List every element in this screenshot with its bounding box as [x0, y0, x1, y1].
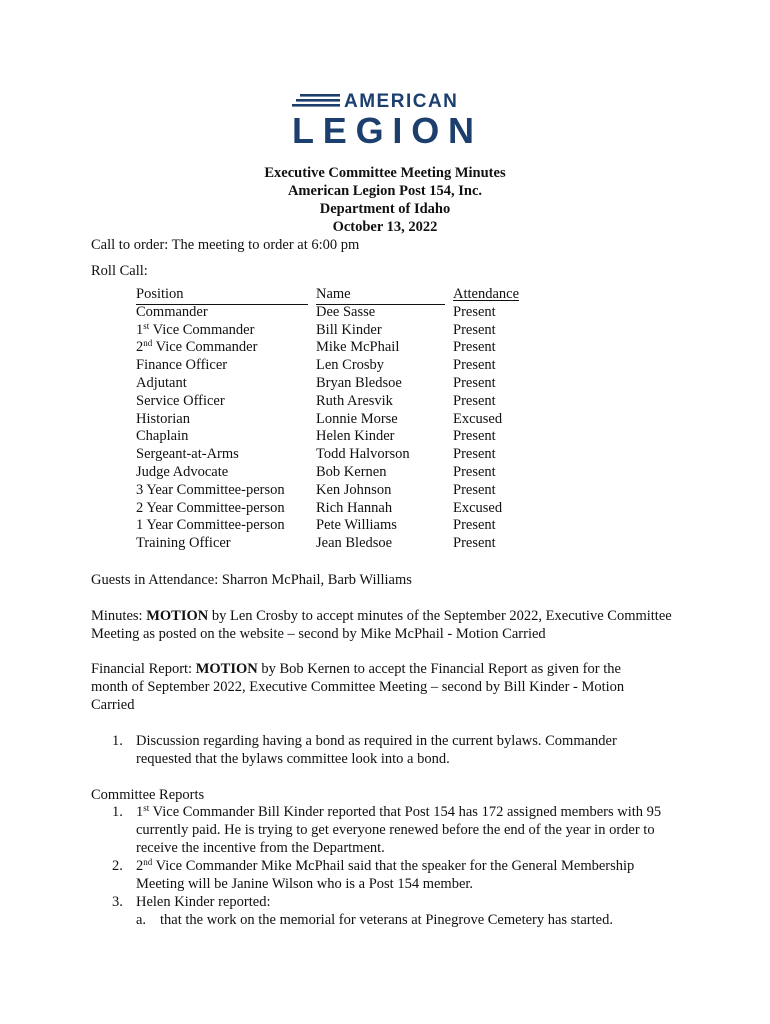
committee-item-2-text: Vice Commander Mike McPhail said that the speaker for the General Membership Meeting will be Janine Wilson who is a Post 154 member. [136, 858, 635, 892]
roll-name: Bill Kinder [316, 321, 382, 338]
document-title: Executive Committee Meeting Minutes [264, 165, 506, 181]
roll-call-row [136, 411, 533, 429]
roll-position [136, 322, 316, 340]
roll-name: Ken Johnson [316, 481, 392, 498]
roll-call-row [136, 500, 533, 518]
department-name: Department of Idaho [319, 201, 451, 217]
roll-call-row [136, 446, 533, 464]
document-header [0, 164, 770, 236]
roll-name: Jean Bledsoe [316, 535, 393, 552]
organization-name: American Legion Post 154, Inc. [287, 183, 483, 199]
roll-position: Commander [136, 303, 208, 320]
guests-in-attendance: Guests in Attendance: Sharron McPhail, Barb Williams [91, 572, 412, 588]
ordinal-number: 1 [136, 321, 144, 338]
roll-position [136, 339, 316, 357]
roll-call-table [136, 286, 533, 553]
roll-position: Historian [136, 410, 190, 427]
roll-position: 2 Year Committee-person [136, 499, 285, 516]
roll-call-row [136, 393, 533, 411]
meeting-date: October 13, 2022 [332, 219, 438, 235]
roll-attendance: Present [453, 392, 496, 409]
financial-text: by Bob Kernen to accept the Financial Report as given for the month of September 2022, Executive Committee Meeting – second by Bill Kinder - Motion Carried [91, 661, 625, 713]
minutes-prefix: Minutes: [91, 608, 147, 624]
ordinal-number: 2 [136, 339, 144, 356]
roll-position: Judge Advocate [136, 463, 229, 480]
roll-call-row [136, 428, 533, 446]
roll-position: Chaplain [136, 428, 189, 445]
column-header-name: Name [316, 286, 445, 305]
roll-attendance: Present [453, 428, 496, 445]
roll-name: Ruth Aresvik [316, 392, 393, 409]
roll-name: Dee Sasse [316, 303, 376, 320]
roll-attendance: Present [453, 517, 496, 534]
roll-attendance: Present [453, 321, 496, 338]
ordinal-suffix: nd [143, 338, 153, 349]
committee-item-1 [136, 803, 696, 857]
call-to-order: Call to order: The meeting to order at 6:00 pm [91, 237, 360, 253]
ordinal-suffix: st [143, 320, 150, 331]
roll-attendance: Present [453, 339, 496, 356]
roll-call-label: Roll Call: [91, 263, 148, 279]
ordinal-suffix: st [143, 803, 150, 813]
svg-text:LEGION: LEGION [292, 110, 476, 146]
ordinal-suffix: nd [143, 857, 153, 867]
financial-report-paragraph [91, 660, 661, 714]
roll-attendance: Excused [453, 499, 503, 516]
roll-call-row [136, 464, 533, 482]
committee-reports-label: Committee Reports [91, 787, 205, 803]
roll-call-row [136, 535, 533, 553]
roll-name: Len Crosby [316, 357, 385, 374]
roll-position: Adjutant [136, 374, 187, 391]
roll-attendance: Present [453, 303, 496, 320]
committee-item-1-text: Vice Commander Bill Kinder reported that Post 154 has 172 assigned members with 95 currently paid. He is trying to get everyone renewed before the end of the year in order to receive the incentive from the Department. [136, 804, 662, 856]
sub-item-a-text: that the work on the memorial for veterans at Pinegrove Cemetery has started. [160, 912, 613, 928]
committee-item-3: Helen Kinder reported: [136, 894, 271, 910]
roll-attendance: Excused [453, 410, 503, 427]
sub-item-a-letter: a. [136, 912, 147, 928]
roll-attendance: Present [453, 446, 496, 463]
discussion-text: Discussion regarding having a bond as required in the current bylaws. Commander requested that the bylaws committee look into a bond. [136, 733, 617, 767]
american-legion-logo [292, 90, 478, 146]
committee-item-1-number: 1. [112, 804, 123, 820]
roll-name: Helen Kinder [316, 428, 395, 445]
minutes-paragraph [91, 607, 691, 643]
roll-attendance: Present [453, 481, 496, 498]
ordinal-number: 2 [136, 858, 144, 874]
column-header-position: Position [136, 286, 308, 305]
minutes-text: by Len Crosby to accept minutes of the September 2022, Executive Committee Meeting as posted on the website – second by Mike McPhail - Motion Carried [91, 608, 672, 642]
position-title: Vice Commander [149, 321, 255, 338]
column-header-attendance: Attendance [453, 286, 520, 302]
roll-name: Bryan Bledsoe [316, 374, 402, 391]
roll-call-header-row [136, 286, 533, 304]
roll-name: Rich Hannah [316, 499, 393, 516]
position-title: Vice Commander [152, 339, 258, 356]
roll-position: 1 Year Committee-person [136, 517, 285, 534]
roll-name: Todd Halvorson [316, 446, 410, 463]
roll-call-row [136, 482, 533, 500]
svg-text:AMERICAN: AMERICAN [344, 91, 459, 112]
roll-name: Bob Kernen [316, 463, 387, 480]
roll-call-row [136, 339, 533, 357]
roll-call-row [136, 304, 533, 322]
minutes-motion-label: MOTION [146, 608, 209, 624]
roll-call-row [136, 375, 533, 393]
roll-name: Mike McPhail [316, 339, 400, 356]
roll-name: Lonnie Morse [316, 410, 398, 427]
roll-attendance: Present [453, 357, 496, 374]
roll-attendance: Present [453, 374, 496, 391]
roll-call-row [136, 357, 533, 375]
committee-item-2 [136, 857, 676, 893]
roll-position: 3 Year Committee-person [136, 481, 285, 498]
roll-position: Sergeant-at-Arms [136, 446, 239, 463]
financial-prefix: Financial Report: [91, 661, 196, 677]
roll-position: Finance Officer [136, 357, 228, 374]
roll-name: Pete Williams [316, 517, 397, 534]
financial-motion-label: MOTION [195, 661, 258, 677]
roll-attendance: Present [453, 463, 496, 480]
roll-position: Training Officer [136, 535, 231, 552]
ordinal-number: 1 [136, 804, 144, 820]
roll-position: Service Officer [136, 392, 225, 409]
roll-call-row [136, 322, 533, 340]
committee-item-3-number: 3. [112, 894, 123, 910]
committee-item-2-number: 2. [112, 858, 123, 874]
discussion-number: 1. [112, 733, 123, 749]
roll-call-row [136, 517, 533, 535]
roll-attendance: Present [453, 535, 496, 552]
